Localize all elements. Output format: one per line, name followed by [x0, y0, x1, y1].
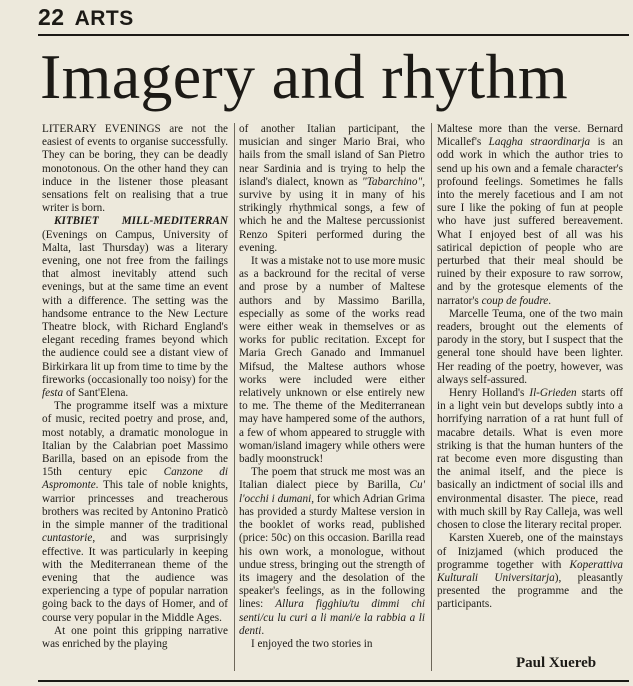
text-run: , and was surprisingly effective. It was particularly in keeping with the Mediterranean theme of the evening that the audience was experiencing a type of popular narration going back to the days of Homer, and of course very popular in the Middle Ages. — [42, 532, 228, 624]
text-run: Maltese more than the verse. Bernard Micallef's — [437, 123, 623, 149]
section-header — [38, 4, 134, 36]
text-run: (Evenings on Campus, University of Malta, last Thursday) was a literary evening, one not free from the failings that almost inevitably attend such evenings, but at the same time an event with a difference. The setting was the handsome entrance to the New Lecture Theatre block, with Richard England's elegant receding frames beyond which the audience could see a distant view of Birkirkara lit up from time to time by the fireworks (occasionally too noisy) for the — [42, 228, 228, 386]
text-run: Marcelle Teuma, one of the two main readers, brought out the elements of parody in the story, but I suspect that the general tone should have been lighter. Her reading of the poetry, however, was always self-assured. — [437, 307, 623, 386]
paragraph — [437, 123, 623, 308]
paragraph — [437, 387, 623, 532]
text-run: . — [548, 294, 552, 307]
article-column-1 — [42, 123, 228, 651]
italic-text: Cu' l'occhi i dumani — [239, 479, 425, 505]
article-column-2 — [239, 123, 425, 651]
paragraph — [239, 255, 425, 466]
article-column-3 — [437, 123, 623, 612]
text-run: , for which Adrian Grima has provided a sturdy Maltese version in the booklet of works read, published (price: 50c) on this occasion. Barilla read his own work, a monologue, without undue stress, bringing out the strength of its imagery and the desolation of the speaker's feelings, as in the following lines: — [239, 492, 425, 611]
page-number: 22 — [38, 4, 65, 30]
paragraph — [42, 625, 228, 651]
italic-text: "Tabarchino" — [362, 175, 423, 188]
section-name: ARTS — [74, 7, 134, 30]
byline: Paul Xuereb — [516, 655, 597, 671]
text-run: starts off in a light vein but develops subtly into a horrifying narration of a rat hunt full of macabre details. What is even more striking is that the human hunters of the rat become even more disgusting than the animal itself, and the piece is basically an indictment of social ills and environmental disaster. The piece, read with much skill by Ray Calleja, was well chosen to close the literary recital proper. — [437, 387, 623, 532]
paragraph — [437, 308, 623, 387]
italic-text: Allura figghiu/tu dimmi chi senti/cu lu curi a li mani/e la rabbia a li denti — [239, 598, 425, 637]
text-run: . This tale of noble knights, warrior princesses and treacherous brothers was recited by Antonino Praticò in the simple manner of the traditional — [42, 479, 228, 532]
header-rule — [38, 34, 629, 36]
italic-text: coup de foudre — [481, 294, 549, 307]
italic-text: cuntastorie — [42, 532, 93, 545]
italic-text: Koperattiva Kulturali Universitarja — [437, 558, 623, 584]
lead-text: LITERARY EVENINGS are not the easiest of events to organise successfully. They can be boring, they can be deadly monotonous. On the other hand they can induce in the listener those pleasant sensations felt on realising that a true writer is born. — [42, 123, 228, 215]
paragraph — [239, 123, 425, 255]
headline: Imagery and rhythm — [40, 41, 568, 112]
paragraph — [437, 532, 623, 611]
text-run: Karsten Xuereb, one of the mainstays of Inizjamed (which produced the programme together with — [437, 532, 623, 571]
column-divider — [234, 123, 235, 671]
text-run: of another Italian participant, the musician and singer Mario Brai, who hails from the small island of San Pietro near Sardinia and is trying to help the island's dialect, known as — [239, 123, 425, 188]
italic-text: Laqgha straordinarja — [488, 136, 591, 149]
column-divider — [431, 123, 432, 671]
text-run: At one point this gripping narrative was enriched by the playing — [42, 624, 228, 650]
italic-text: Canzone di Aspromonte — [42, 466, 228, 492]
italic-text: Il-Grieden — [529, 387, 577, 400]
text-run: is an odd work in which the author tries to send up his own and a female character's profound feelings. Sometimes he falls into the merely facetious and I am not sure I like the poking of fun at people who have just suffered bereavement. What I enjoyed best of all was his satirical depiction of people who are perturbed that their meal should be ruined by their exposure to raw sorrow, and by the grotesque elements of the narrator's — [437, 136, 623, 307]
event-title: KITBIET MILL-MEDITERRAN — [54, 215, 228, 228]
text-run: of Sant'Elena. — [63, 387, 129, 400]
text-run: It was a mistake not to use more music as a backround for the recital of verse and prose by a number of Maltese authors and by Massimo Barilla, especially as some of the works read were either weak in themselves or as works for public recitation. Except for Maria Grech Ganado and Immanuel Mifsud, the Maltese authors whose works were included were either relatively unknown or else entirely new to me. The theme of the Mediterranean may have hampered some of the authors, a few of whom appeared to struggle with woman/island imagery while others were badly moonstruck! — [239, 255, 425, 466]
footer-rule — [38, 680, 629, 682]
italic-text: festa — [42, 387, 64, 400]
text-run: Henry Holland's — [449, 387, 530, 400]
text-run: ), pleasantly presented the programme and the participants. — [437, 571, 623, 611]
paragraph — [239, 466, 425, 638]
text-run: . — [261, 624, 265, 637]
text-run: The poem that struck me most was an Italian dialect piece by Barilla, — [239, 466, 425, 492]
paragraph — [42, 215, 228, 400]
paragraph — [239, 638, 425, 651]
text-run: I enjoyed the two stories in — [251, 637, 373, 650]
text-run: , survive by using it in many of his strikingly rhythmical songs, a few of which he and the Maltese percussionist Renzo Spiteri performed during the evening. — [239, 175, 425, 254]
text-run: The programme itself was a mixture of music, recited poetry and prose, and, most notably, a dramatic monologue in Italian by the Calabrian poet Massimo Barilla, based on an episode from the 15th century epic — [42, 400, 228, 479]
paragraph — [42, 123, 228, 215]
paragraph — [42, 400, 228, 624]
